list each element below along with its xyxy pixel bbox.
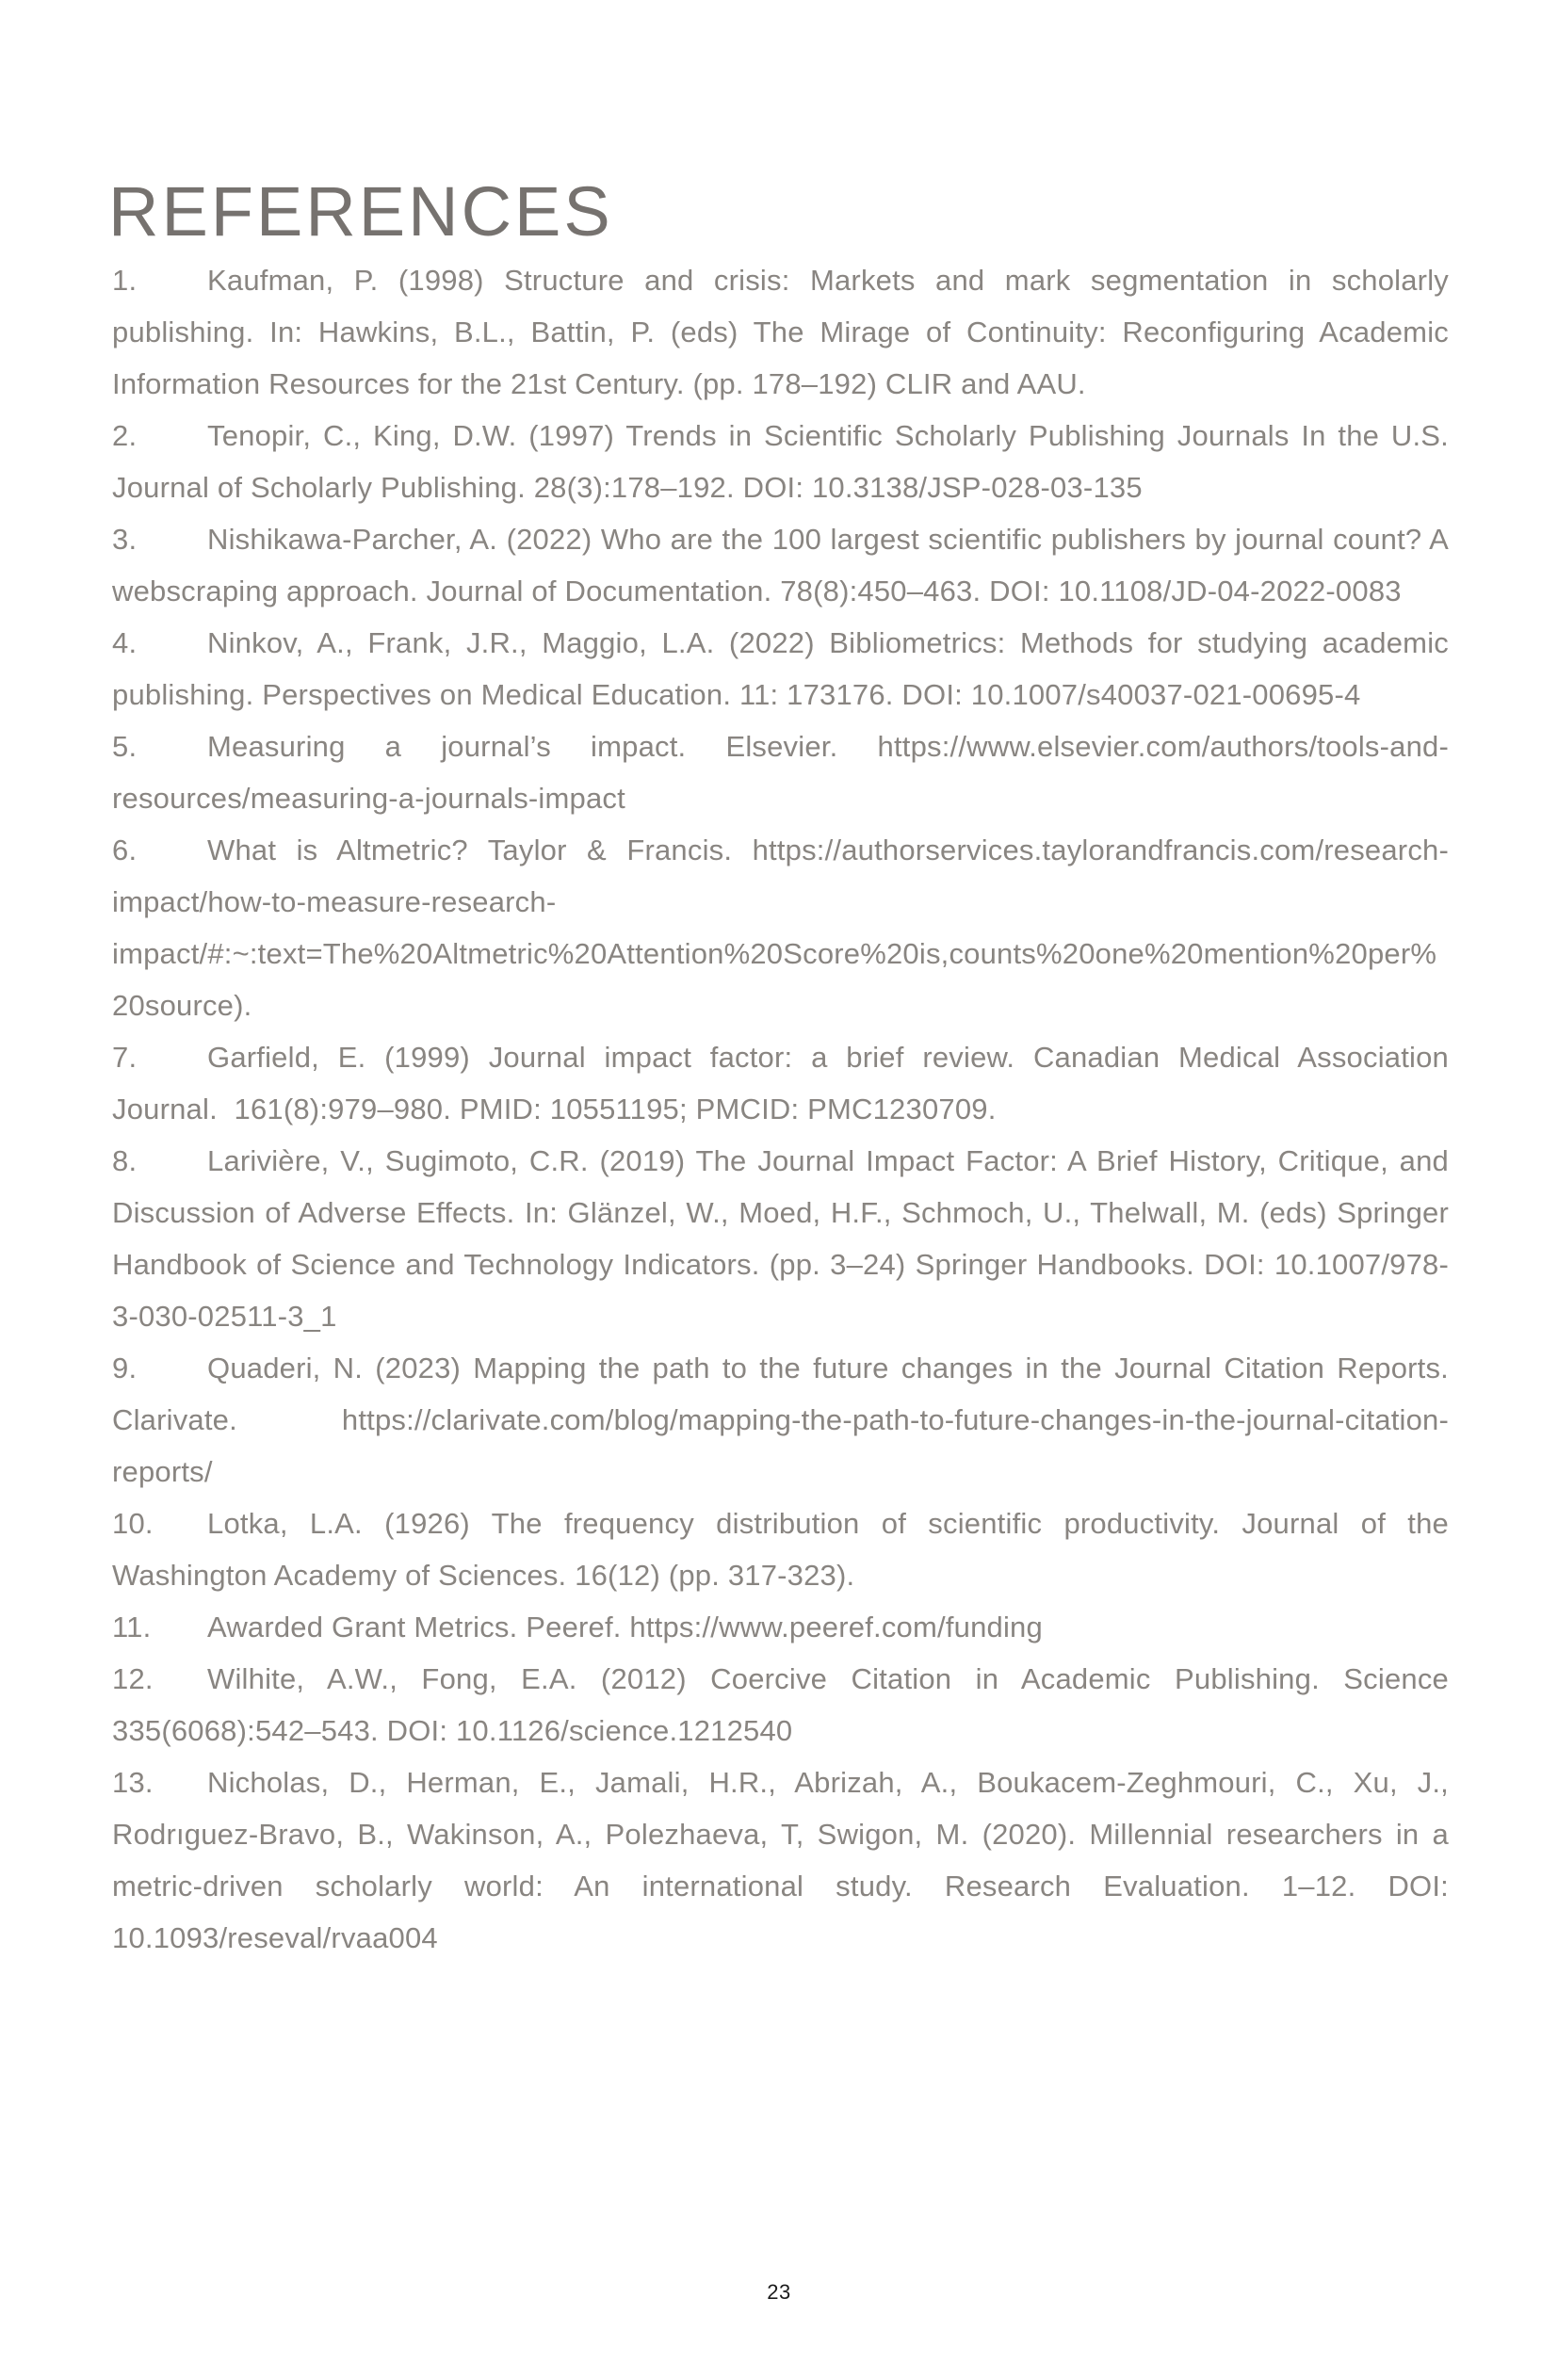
reference-item — [112, 1342, 1449, 1498]
reference-item — [112, 1757, 1449, 1964]
reference-number: 3. — [112, 523, 138, 556]
reference-number: 2. — [112, 419, 138, 452]
reference-item — [112, 1031, 1449, 1135]
reference-text: Lotka, L.A. (1926) The frequency distribution of scientific productivity. Journal of the Washington Academy of Sciences. 16(12) (pp. 317-323). — [112, 1507, 1449, 1592]
reference-number: 11. — [112, 1611, 152, 1643]
reference-item — [112, 254, 1449, 410]
reference-number: 1. — [112, 264, 138, 297]
reference-text: Measuring a journal’s impact. Elsevier. https://www.elsevier.com/authors/tools-and-resources/measuring-a-journals-impact — [112, 730, 1449, 815]
page-number: 23 — [767, 2280, 791, 2304]
page-title: REFERENCES — [108, 172, 613, 251]
reference-number: 7. — [112, 1041, 138, 1074]
reference-number: 12. — [112, 1662, 154, 1695]
reference-number: 8. — [112, 1144, 138, 1177]
reference-item — [112, 1135, 1449, 1342]
reference-text: Larivière, V., Sugimoto, C.R. (2019) The Journal Impact Factor: A Brief History, Critique, and Discussion of Adverse Effects. In: Glänzel, W., Moed, H.F., Schmoch, U., Thelwall, M. (eds) Springer Handbook of Science and Technology Indicators. (pp. 3–24) Springer Handbooks. DOI: 10.1007/978-3-030-02511-3_1 — [112, 1144, 1449, 1333]
reference-item — [112, 617, 1449, 720]
reference-item — [112, 1498, 1449, 1601]
reference-text: Nicholas, D., Herman, E., Jamali, H.R., Abrizah, A., Boukacem-Zeghmouri, C., Xu, J., Rodrıguez-Bravo, B., Wakinson, A., Polezhaeva, T, Swigon, M. (2020). Millennial researchers in a metric-driven scholarly world: An international study. Research Evaluation. 1–12. DOI: 10.1093/reseval/rvaa004 — [112, 1766, 1449, 1954]
reference-item — [112, 1653, 1449, 1757]
reference-number: 6. — [112, 834, 138, 866]
reference-text: Wilhite, A.W., Fong, E.A. (2012) Coercive Citation in Academic Publishing. Science 335(6068):542–543. DOI: 10.1126/science.1212540 — [112, 1662, 1449, 1747]
reference-item — [112, 720, 1449, 824]
reference-item — [112, 1601, 1449, 1653]
reference-text: Garfield, E. (1999) Journal impact factor: a brief review. Canadian Medical Association Journal. 161(8):979–980. PMID: 10551195; PMCID: PMC1230709. — [112, 1041, 1449, 1125]
reference-number: 10. — [112, 1507, 154, 1540]
reference-text: Ninkov, A., Frank, J.R., Maggio, L.A. (2022) Bibliometrics: Methods for studying academic publishing. Perspectives on Medical Education. 11: 173176. DOI: 10.1007/s40037-021-00695-4 — [112, 626, 1449, 711]
reference-text: Quaderi, N. (2023) Mapping the path to the future changes in the Journal Citation Reports. Clarivate. https://clarivate.com/blog/mapping-the-path-to-future-changes-in-the-journal-citation-reports/ — [112, 1352, 1449, 1488]
document-page — [0, 172, 1558, 2304]
reference-item — [112, 410, 1449, 513]
reference-item — [112, 824, 1449, 1031]
reference-number: 4. — [112, 626, 138, 659]
reference-number: 5. — [112, 730, 138, 763]
reference-list — [112, 254, 1449, 1964]
reference-number: 9. — [112, 1352, 138, 1384]
reference-text: Nishikawa-Parcher, A. (2022) Who are the 100 largest scientific publishers by journal count? A webscraping approach. Journal of Documentation. 78(8):450–463. DOI: 10.1108/JD-04-2022-0083 — [112, 523, 1449, 607]
reference-number: 13. — [112, 1766, 154, 1799]
reference-text: Tenopir, C., King, D.W. (1997) Trends in Scientific Scholarly Publishing Journals In the U.S. Journal of Scholarly Publishing. 28(3):178–192. DOI: 10.3138/JSP-028-03-135 — [112, 419, 1449, 504]
reference-text: Kaufman, P. (1998) Structure and crisis: Markets and mark segmentation in scholarly publishing. In: Hawkins, B.L., Battin, P. (eds) The Mirage of Continuity: Reconfiguring Academic Information Resources for the 21st Century. (pp. 178–192) CLIR and AAU. — [112, 264, 1449, 400]
reference-item — [112, 513, 1449, 617]
reference-text: What is Altmetric? Taylor & Francis. https://authorservices.taylorandfrancis.com/research-impact/how-to-measure-research-impact/#:~:text=The%20Altmetric%20Attention%20Score%20is,counts%20one%20mention%20per%20source). — [112, 834, 1449, 1022]
reference-text: Awarded Grant Metrics. Peeref. https://www.peeref.com/funding — [207, 1611, 1043, 1643]
